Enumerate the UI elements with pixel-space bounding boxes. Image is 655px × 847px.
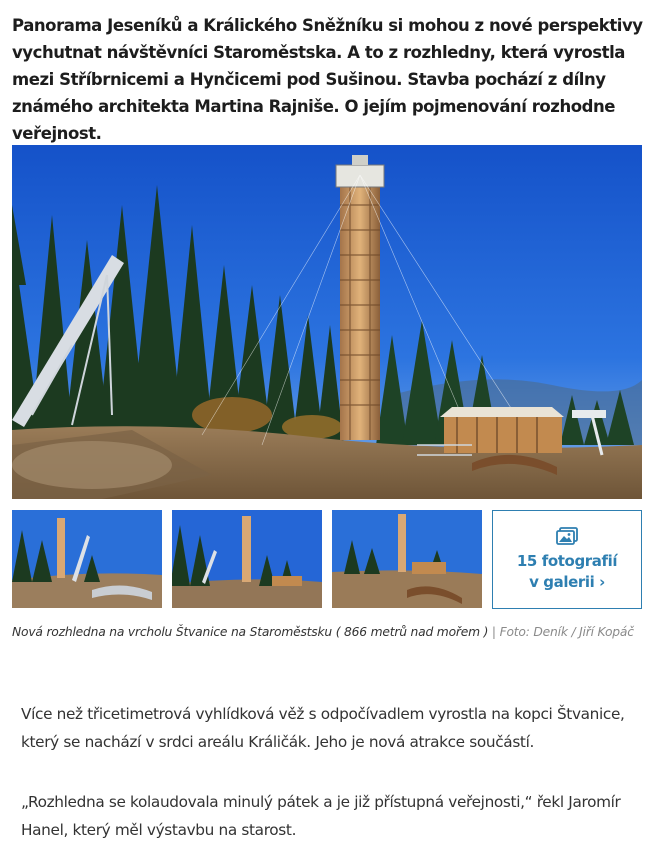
- gallery-link[interactable]: [492, 510, 642, 609]
- main-photo[interactable]: [12, 145, 642, 499]
- gallery-count: 15 fotografií: [516, 551, 618, 570]
- photo-credit: Foto: Deník / Jiří Kopáč: [499, 625, 634, 639]
- thumbnail-2[interactable]: [172, 510, 322, 608]
- article-perex: Panorama Jeseníků a Králického Sněžníku si mohou z nové perspektivy vychutnat návštěvníci Staroměstska. A to z rozhledny, která vyrostla mezi Stříbrnicemi a Hynčicemi pod Sušinou. Stavba pochází z dílny známého architekta Martina Rajniše. O jejím pojmenování rozhodne veřejnost.: [12, 16, 643, 143]
- caption-separator: |: [491, 625, 496, 639]
- photo-gallery-icon: [556, 527, 578, 545]
- photo-caption: [12, 622, 648, 643]
- thumbnail-1[interactable]: [12, 510, 162, 608]
- article-paragraph: Více než třicetimetrová vyhlídková věž s odpočívadlem vyrostla na kopci Štvanice, který se nachází v srdci areálu Králičák. Jeho je nová atrakce součástí.: [21, 705, 625, 751]
- photo-thumbnails: [12, 510, 642, 610]
- caption-text: Nová rozhledna na vrcholu Štvanice na Staroměstsku ( 866 metrů nad mořem ): [12, 625, 489, 639]
- article-paragraph: „Rozhledna se kolaudovala minulý pátek a je již přístupná veřejnosti,“ řekl Jaromír Hanel, který měl výstavbu na starost.: [21, 793, 621, 839]
- gallery-link-label: v galerii ›: [529, 572, 605, 591]
- thumbnail-3[interactable]: [332, 510, 482, 608]
